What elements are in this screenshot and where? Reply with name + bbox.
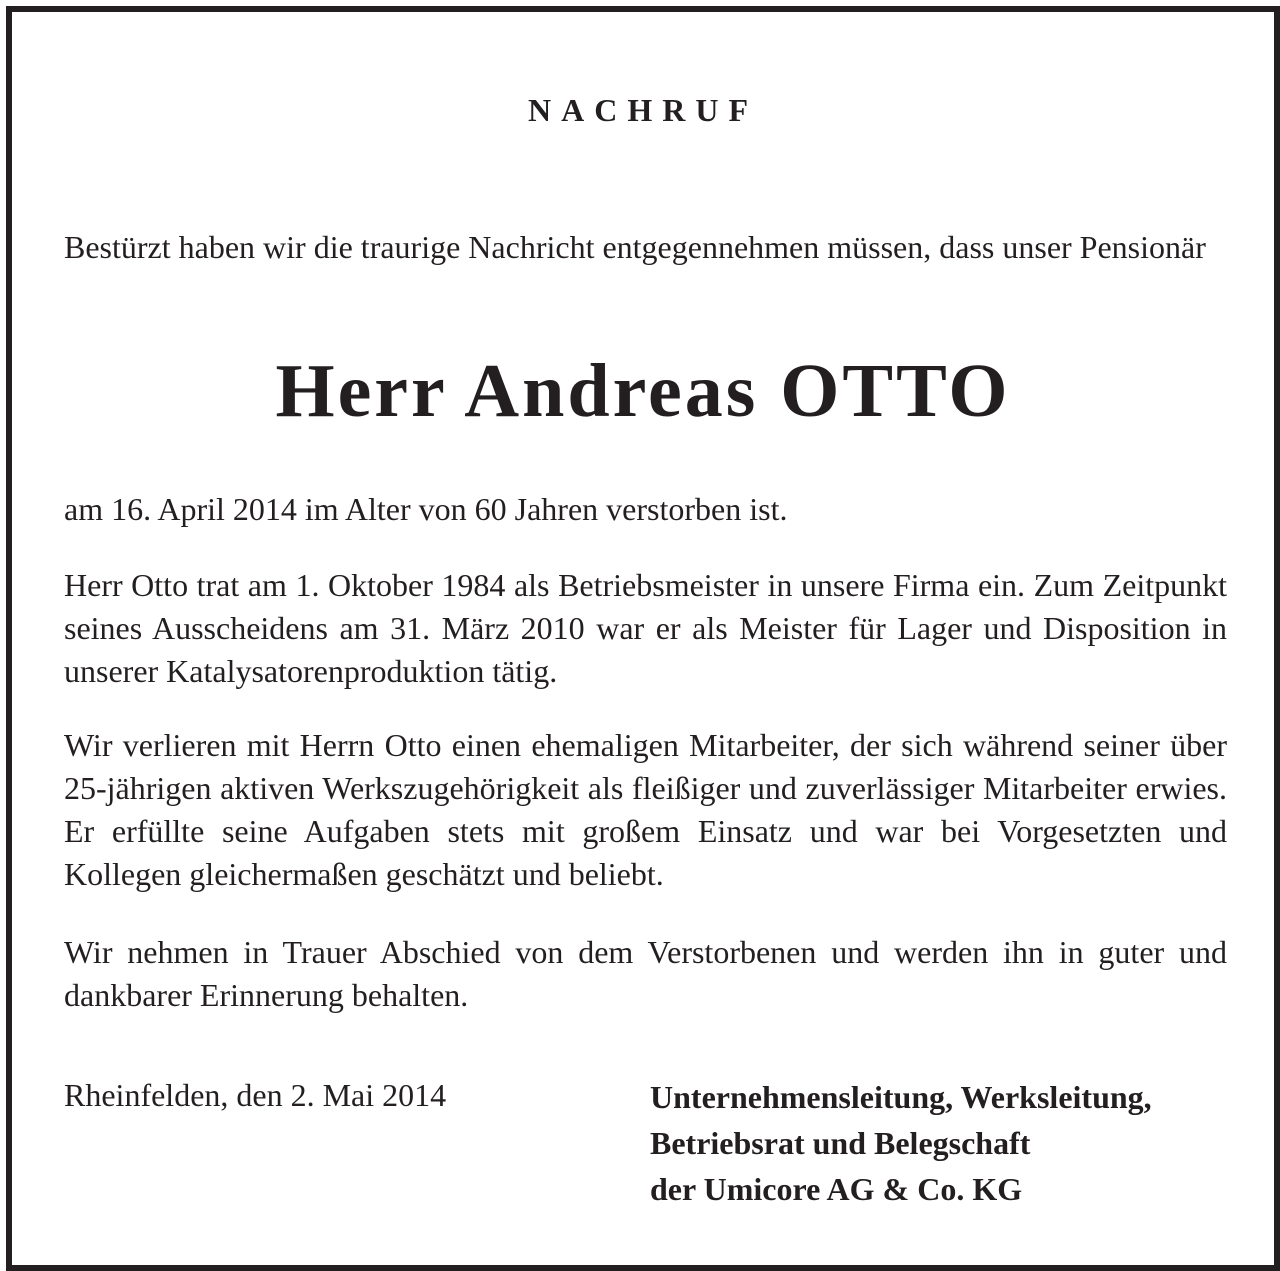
notice-heading: NACHRUF [528, 92, 758, 128]
deceased-name: Herr Andreas OTTO [275, 349, 1011, 433]
farewell-paragraph: Wir nehmen in Trauer Abschied von dem Verstorbenen und werden ihn in guter und dankbarer Erinnerung behalten. [64, 934, 1227, 1013]
place-and-date: Rheinfelden, den 2. Mai 2014 [64, 1077, 447, 1113]
obituary-notice [6, 6, 1280, 1271]
intro-text: Bestürzt haben wir die traurige Nachricht entgegennehmen müssen, dass unser Pensionär [64, 229, 1206, 265]
signature-block [650, 1074, 1152, 1212]
signature-line: Betriebsrat und Belegschaft [650, 1125, 1031, 1161]
death-date-paragraph: am 16. April 2014 im Alter von 60 Jahren verstorben ist. [64, 491, 788, 527]
signature-line: der Umicore AG & Co. KG [650, 1171, 1023, 1207]
signature-line: Unternehmensleitung, Werksleitung, [650, 1079, 1152, 1115]
tribute-paragraph: Wir verlieren mit Herrn Otto einen ehemaligen Mitarbeiter, der sich während seiner über 25-jährigen aktiven Werkszugehörigkeit als fleißiger und zuverlässiger Mitarbeiter erwies. Er erfüllte seine Aufgaben stets mit großem Einsatz und war bei Vorgesetzten und Kollegen gleichermaßen geschätzt und beliebt. [64, 727, 1227, 892]
career-paragraph: Herr Otto trat am 1. Oktober 1984 als Betriebsmeister in unsere Firma ein. Zum Zeitpunkt seines Ausscheidens am 31. März 2010 war er als Meister für Lager und Disposition in unserer Katalysatorenproduktion tätig. [64, 567, 1227, 689]
